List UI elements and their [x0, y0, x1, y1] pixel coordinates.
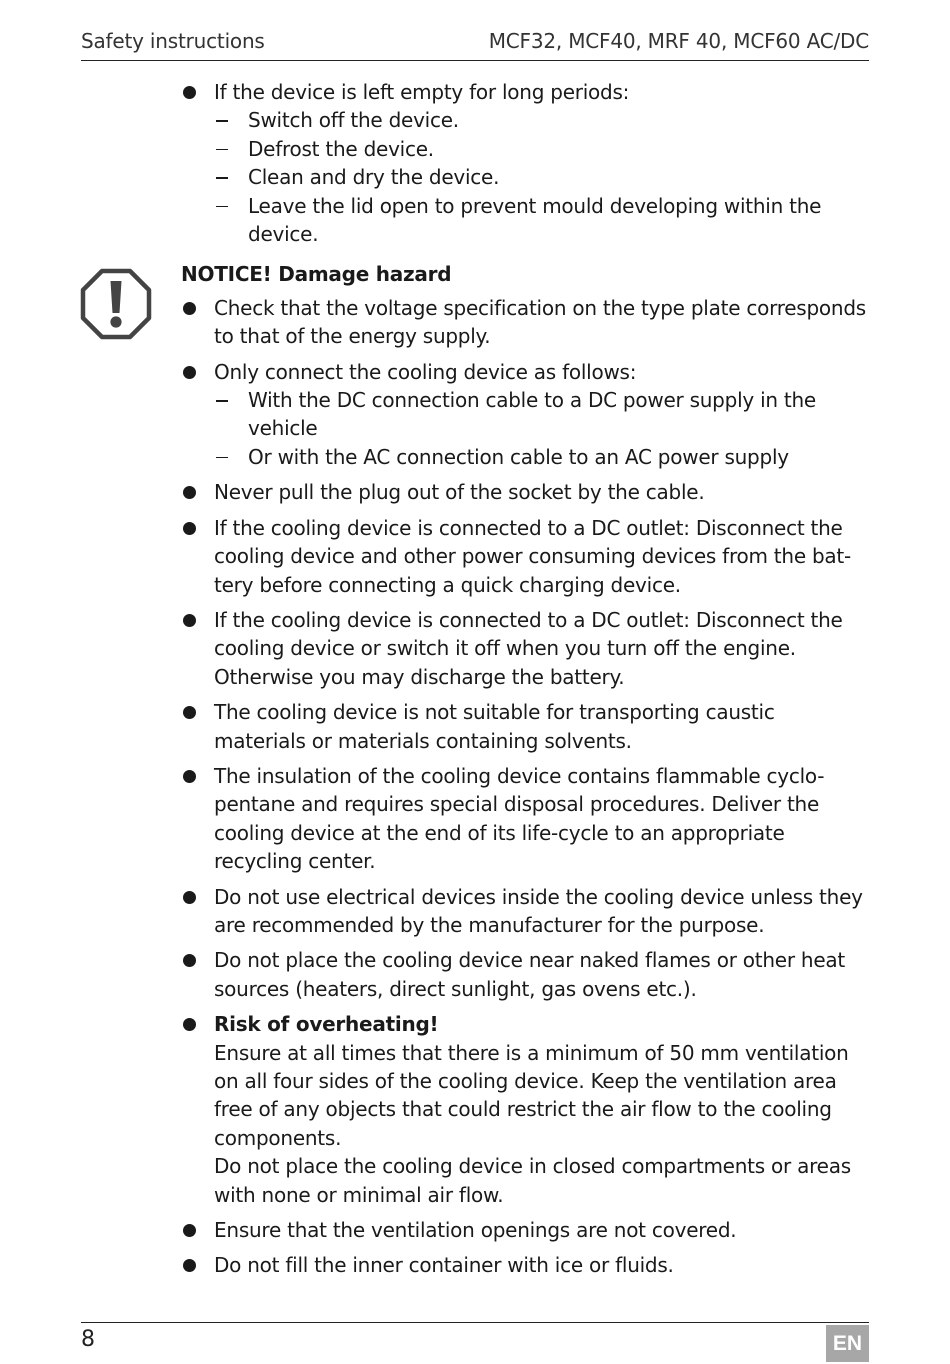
list-item: Do not fill the inner container with ice or fluids.	[181, 1251, 871, 1279]
step-item: Switch off the device.	[181, 106, 871, 134]
list-item-overheating	[181, 1010, 871, 1209]
list-item: Do not use electrical devices inside the cooling device unless they are recommended by the manufacturer for the purpose.	[181, 883, 871, 940]
list-item: The insulation of the cooling device contains flammable cyclo-pentane and requires special disposal procedures. Deliver the cooling device at the end of its life-cycle to an appropriate recycling center.	[181, 762, 871, 876]
overheating-title: Risk of overheating!	[214, 1012, 439, 1037]
notice-title: NOTICE! Damage hazard	[181, 262, 452, 287]
section-title: Safety instructions	[81, 29, 265, 53]
list-item: Do not place the cooling device near naked flames or other heat sources (heaters, direct sunlight, gas ovens etc.).	[181, 946, 871, 1003]
list-item: If the cooling device is connected to a DC outlet: Disconnect the cooling device or switch it off when you turn off the engine. Otherwise you may discharge the battery.	[181, 606, 871, 691]
list-item: If the device is left empty for long periods:	[181, 78, 871, 106]
list-item: Check that the voltage specification on the type plate corresponds to that of the energy supply.	[181, 294, 871, 351]
step-item: Leave the lid open to prevent mould developing within the device.	[181, 192, 871, 249]
main-content	[181, 78, 871, 1280]
step-item: Clean and dry the device.	[181, 163, 871, 191]
list-item: Only connect the cooling device as follows:	[181, 358, 871, 386]
list-item: Ensure that the ventilation openings are not covered.	[181, 1216, 871, 1244]
language-badge: EN	[826, 1325, 869, 1362]
page-header	[81, 28, 869, 61]
overheating-text: Do not place the cooling device in closed compartments or areas with none or minimal air flow.	[214, 1154, 851, 1207]
overheating-text: Ensure at all times that there is a minimum of 50 mm ventilation on all four sides of the cooling device. Keep the ventilation area free of any objects that could restrict the air flow to the cooling components.	[214, 1040, 849, 1150]
exclamation-octagon-icon	[80, 268, 152, 340]
step-item: With the DC connection cable to a DC power supply in the vehicle	[181, 386, 871, 443]
footer-divider	[81, 1322, 869, 1323]
list-item: Never pull the plug out of the socket by the cable.	[181, 478, 871, 506]
model-list: MCF32, MCF40, MRF 40, MCF60 AC/DC	[488, 29, 869, 53]
list-item: The cooling device is not suitable for transporting caustic materials or materials containing solvents.	[181, 698, 871, 755]
list-item: If the cooling device is connected to a DC outlet: Disconnect the cooling device and other power consuming devices from the bat-tery before connecting a quick charging device.	[181, 514, 871, 599]
page-number: 8	[81, 1327, 95, 1352]
step-item: Or with the AC connection cable to an AC power supply	[181, 443, 871, 471]
step-item: Defrost the device.	[181, 135, 871, 163]
